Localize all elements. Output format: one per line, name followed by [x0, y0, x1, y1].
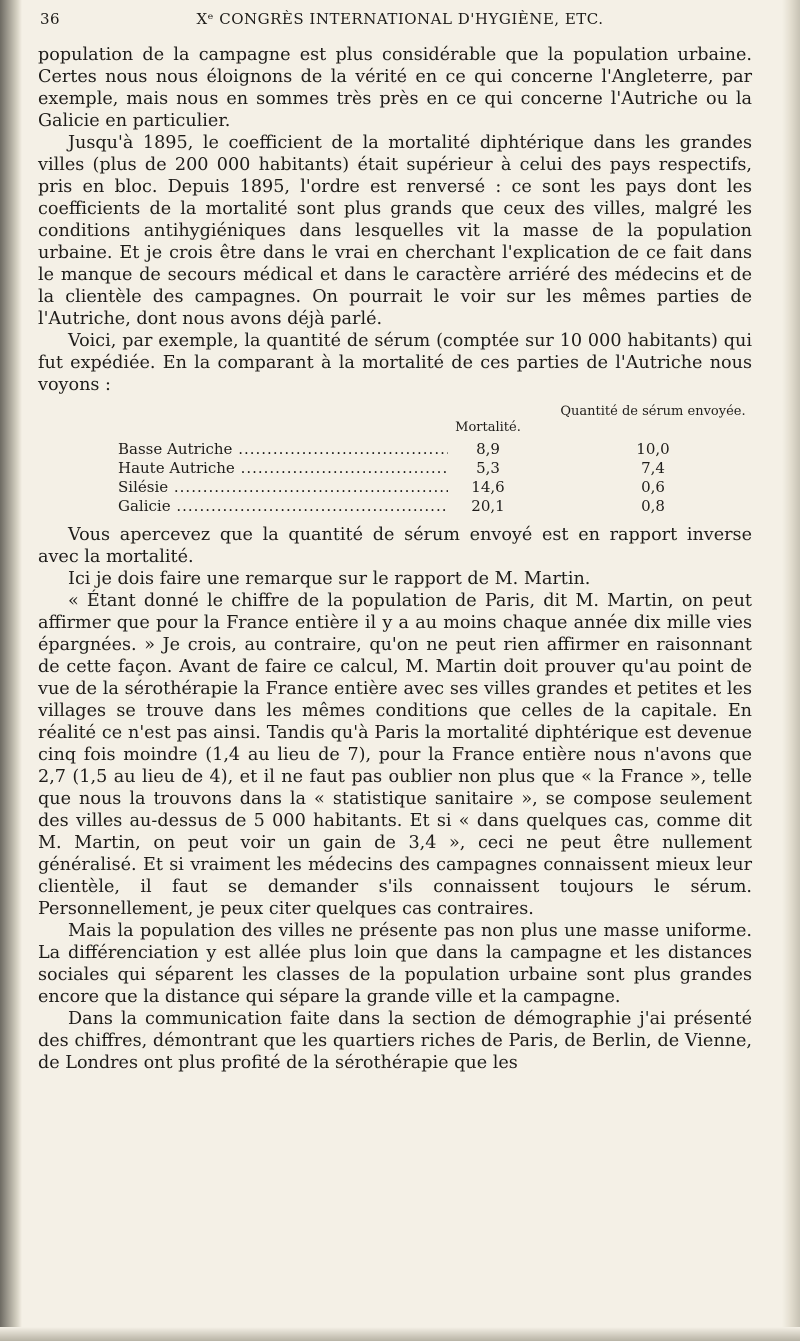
serum-value: 7,4 [641, 459, 665, 477]
body-text [38, 44, 752, 1074]
page-header [40, 10, 760, 38]
paragraph: Mais la population des villes ne présente pas non plus une masse uniforme. La différenciation y est allée plus loin que dans la campagne et les distances sociales qui séparent les classes de la population urbaine sont plus grandes encore que la distance qui sépare la grande ville et la campagne. [38, 921, 752, 1007]
region-name: Basse Autriche ..... [118, 440, 528, 459]
paragraph: Voici, par exemple, la quantité de sérum (comptée sur 10 000 habitants) qui fut expédiée. En la comparant à la mortalité de ces parties de l'Autriche nous voyons : [38, 331, 752, 395]
mortalite-value: 20,1 [448, 497, 528, 516]
paragraph: « Étant donné le chiffre de la population de Paris, dit M. Martin, on peut affirmer que pour la France entière il y a au moins chaque année dix mille vies épargnées. » Je crois, au contraire, qu'on ne peut rien affirmer en raisonnant de cette façon. Avant de faire ce calcul, M. Martin doit prouver qu'au point de vue de la sérothérapie la France entière avec ses villes grandes et petites et les villages se trouve dans les mêmes conditions que celles de la capitale. En réalité ce n'est pas ainsi. Tandis qu'à Paris la mortalité diphtérique est devenue cinq fois moindre (1,4 au lieu de 7), pour la France entière nous n'avons que 2,7 (1,5 au lieu de 4), et il ne faut pas oublier non plus que « la France », telle que nous la trouvons dans la « statistique sanitaire », se compose seulement des villes au-dessus de 5 000 habitants. Et si « dans quelques cas, comme dit M. Martin, on peut voir un gain de 3,4 », ceci ne peut être nullement généralisé. Et si vraiment les médecins des campagnes connaissent mieux leur clientèle, il faut se demander s'ils connaissent toujours le sérum. Personnellement, je peux citer quelques cas contraires. [38, 591, 752, 919]
page-binding-shadow [0, 0, 22, 1341]
column-header-mortalite: Mortalité. [455, 420, 521, 435]
paragraph: Vous apercevez que la quantité de sérum envoyé est en rapport inverse avec la mortalité. [38, 525, 752, 567]
column-header-serum: Quantité de sérum envoyée. [560, 404, 746, 419]
table-header [38, 402, 752, 440]
page-edge-bottom [0, 1327, 800, 1341]
paragraph: Jusqu'à 1895, le coefficient de la mortalité diphtérique dans les grandes villes (plus de 200 000 habitants) était supérieur à celui des pays respectifs, pris en bloc. Depuis 1895, l'ordre est renversé : ce sont les pays dont les coefficients de la mortalité sont plus grands que ceux des villes, malgré les conditions antihygiéniques dans lesquelles vit la masse de la population urbaine. Et je crois être dans le vrai en cherchant l'explication de ce fait dans le manque de secours médical et dans le caractère arriéré des médecins et de la clientèle des campagnes. On pourrait le voir sur les mêmes parties de l'Autriche, dont nous avons déjà parlé. [38, 133, 752, 329]
serum-mortality-table [38, 402, 752, 516]
paragraph: population de la campagne est plus considérable que la population urbaine. Certes nous nous éloignons de la vérité en ce qui concerne l'Angleterre, par exemple, mais nous en sommes très près en ce qui concerne l'Autriche ou la Galicie en particulier. [38, 45, 752, 131]
serum-value: 0,8 [641, 497, 665, 515]
table-row [38, 497, 752, 516]
mortalite-value: 8,9 [448, 440, 528, 459]
region-name: Silésie ..... [118, 478, 528, 497]
table-row [38, 440, 752, 459]
page-edge-right [782, 0, 800, 1341]
page-number: 36 [40, 10, 61, 28]
region-name: Haute Autriche ..... [118, 459, 528, 478]
table-row [38, 478, 752, 497]
region-name: Galicie ..... [118, 497, 528, 516]
table-row [38, 459, 752, 478]
serum-value: 0,6 [641, 478, 665, 496]
running-title: Xᵉ CONGRÈS INTERNATIONAL D'HYGIÈNE, ETC. [196, 10, 604, 28]
paragraph: Dans la communication faite dans la section de démographie j'ai présenté des chiffres, démontrant que les quartiers riches de Paris, de Berlin, de Vienne, de Londres ont plus profité de la sérothérapie que les [38, 1009, 752, 1073]
serum-value: 10,0 [636, 440, 670, 458]
paragraph: Ici je dois faire une remarque sur le rapport de M. Martin. [68, 569, 591, 589]
mortalite-value: 14,6 [448, 478, 528, 497]
mortalite-value: 5,3 [448, 459, 528, 478]
